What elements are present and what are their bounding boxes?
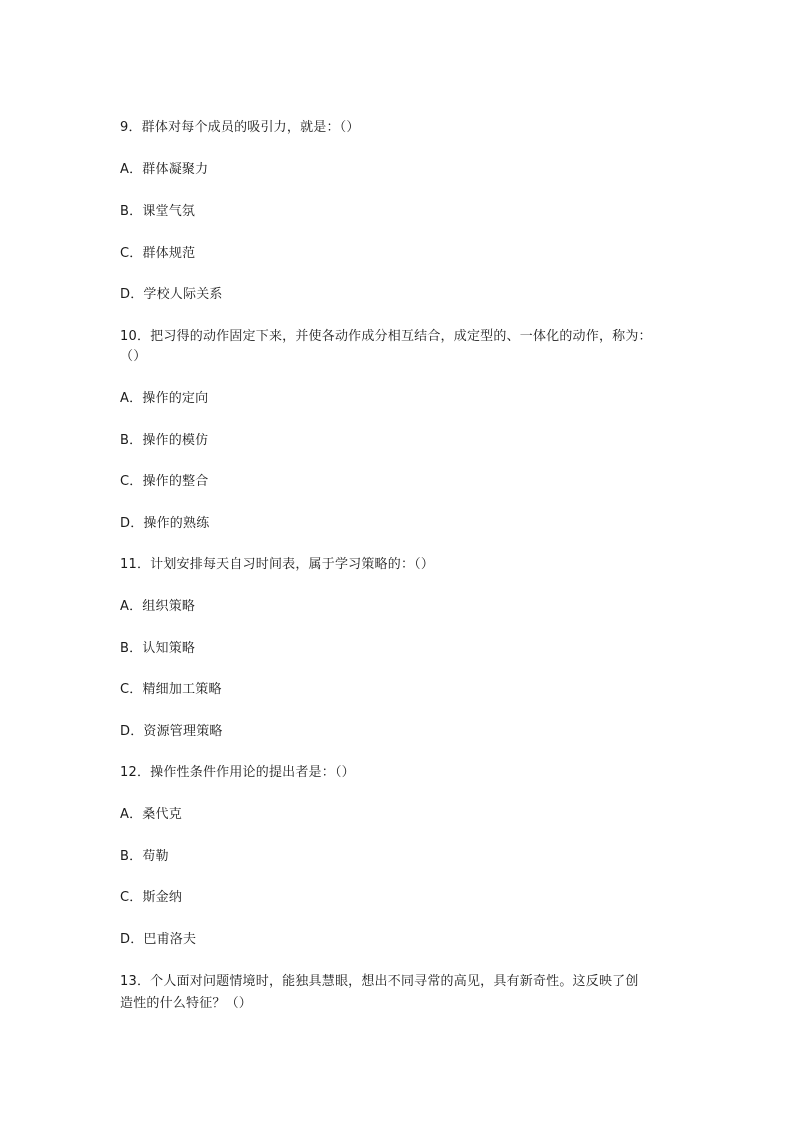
question-10-option-a: A．操作的定向 xyxy=(120,391,209,406)
question-10-option-d: D．操作的熟练 xyxy=(120,516,210,531)
question-13-stem-line-2: 造性的什么特征？（） xyxy=(120,996,253,1011)
question-10-option-c: C．操作的整合 xyxy=(120,474,209,489)
question-13-stem-line-1: 13．个人面对问题情境时，能独具慧眼，想出不同寻常的高见，具有新奇性。这反映了创 xyxy=(120,974,639,989)
question-11-option-d: D．资源管理策略 xyxy=(120,724,223,739)
question-9-option-a: A．群体凝聚力 xyxy=(120,162,209,177)
question-11-option-c: C．精细加工策略 xyxy=(120,682,222,697)
question-11-option-a: A．组织策略 xyxy=(120,599,196,614)
question-9-stem: 9．群体对每个成员的吸引力，就是：（） xyxy=(120,120,360,135)
question-12-stem: 12．操作性条件作用论的提出者是：（） xyxy=(120,765,355,780)
question-10-option-b: B．操作的模仿 xyxy=(120,433,209,448)
question-9-option-d: D．学校人际关系 xyxy=(120,287,223,302)
question-12-option-a: A．桑代克 xyxy=(120,807,182,822)
question-10-stem-line-1: 10．把习得的动作固定下来，并使各动作成分相互结合，成定型的、一体化的动作，称为： xyxy=(120,329,652,344)
question-12-option-d: D．巴甫洛夫 xyxy=(120,932,197,947)
question-11-option-b: B．认知策略 xyxy=(120,641,196,656)
question-12-option-b: B．苟勒 xyxy=(120,849,169,864)
question-9-option-b: B．课堂气氛 xyxy=(120,204,196,219)
question-10-stem-line-2: （） xyxy=(120,349,147,364)
question-11-stem: 11．计划安排每天自习时间表，属于学习策略的：（） xyxy=(120,557,435,572)
question-9-option-c: C．群体规范 xyxy=(120,246,196,261)
question-12-option-c: C．斯金纳 xyxy=(120,890,183,905)
